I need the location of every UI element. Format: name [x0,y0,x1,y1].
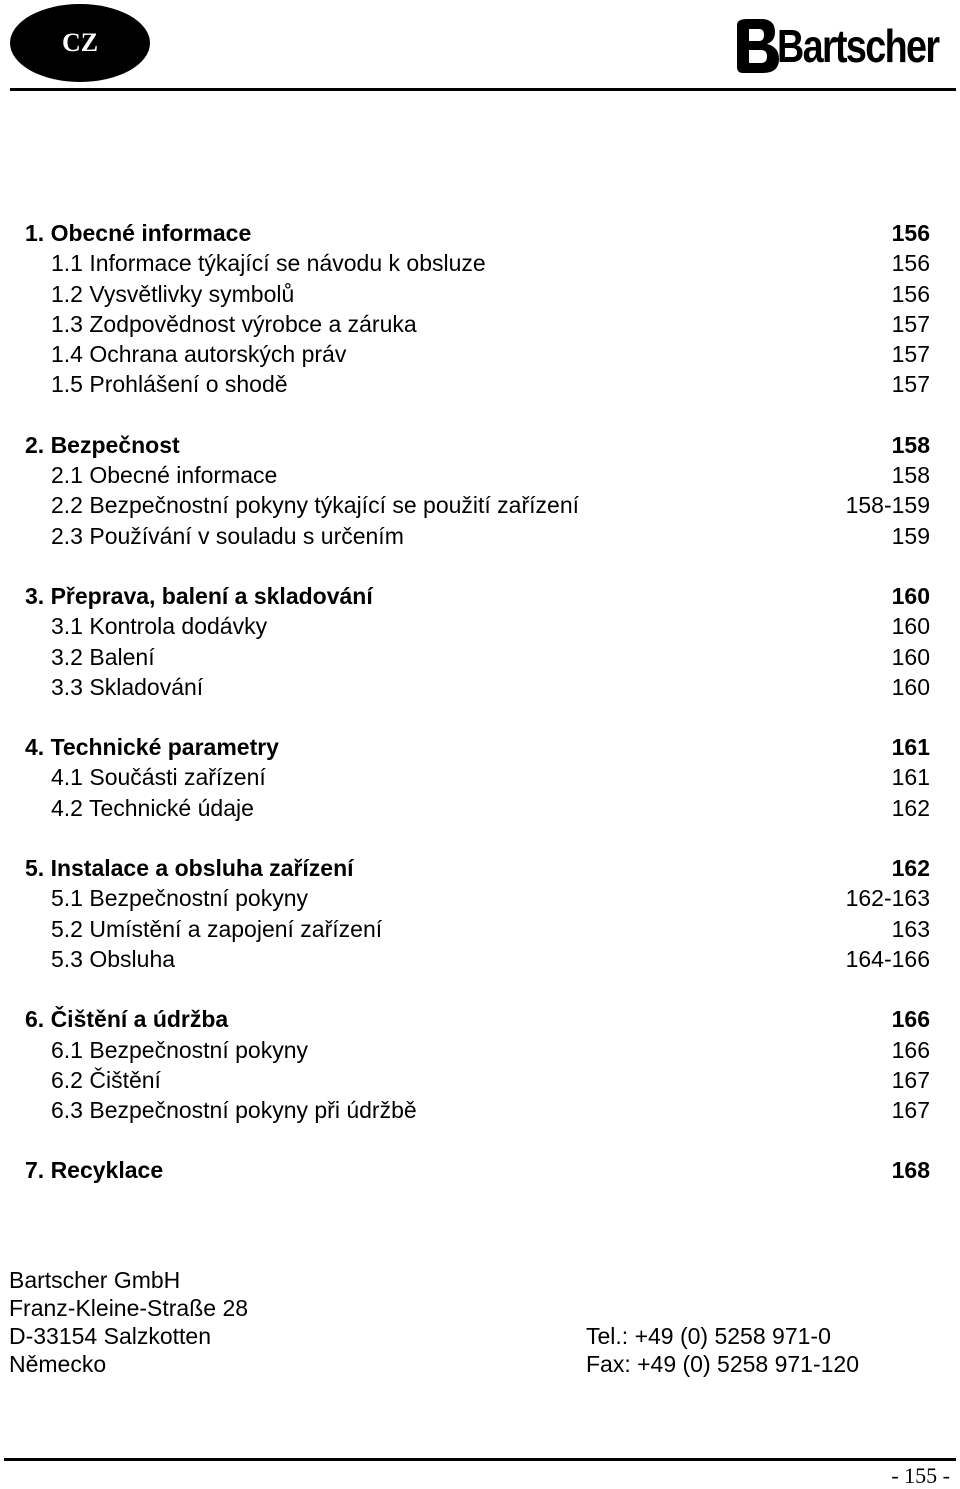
toc-entry-title: 1.5 Prohlášení o shodě [51,371,288,398]
toc-entry-page: 163 [891,915,930,942]
toc-entry-title: 6.1 Bezpečnostní pokyny [51,1036,308,1063]
toc-section [0,1004,960,1125]
toc-subsection-row[interactable] [0,944,960,974]
toc-section [0,732,960,823]
page-number: - 155 - [891,1463,950,1488]
toc-entry-title: 6.2 Čištění [51,1066,161,1093]
toc-entry-page: 157 [891,371,930,398]
toc-entry-title: 4.1 Součásti zařízení [51,764,266,791]
toc-subsection-row[interactable] [0,248,960,278]
toc-entry-title: 2.3 Používání v souladu s určením [51,522,404,549]
toc-entry-page: 158 [891,462,930,489]
toc-entry-page: 161 [891,764,930,791]
language-badge [10,4,150,82]
city: D-33154 Salzkotten [9,1323,212,1349]
header-divider [10,88,956,91]
toc-section [0,581,960,702]
toc-entry-page: 158-159 [845,492,930,519]
toc-entry-page: 160 [891,673,930,700]
toc-entry-title: 6.3 Bezpečnostní pokyny při údržbě [51,1097,417,1124]
toc-chapter-row[interactable] [0,581,960,611]
toc-chapter-row[interactable] [0,218,960,248]
toc-subsection-row[interactable] [0,672,960,702]
language-code: CZ [61,28,99,57]
toc-entry-page: 166 [891,1006,930,1033]
toc-entry-page: 156 [891,250,930,277]
toc-section [0,1155,960,1185]
toc-subsection-row[interactable] [0,883,960,913]
company-contact [586,1322,859,1378]
toc-entry-page: 160 [891,613,930,640]
toc-chapter-row[interactable] [0,853,960,883]
toc-entry-page: 157 [891,310,930,337]
toc-subsection-row[interactable] [0,1065,960,1095]
company-address [9,1266,248,1378]
brand-logo-mark [733,19,779,73]
toc-subsection-row[interactable] [0,279,960,309]
toc-subsection-row[interactable] [0,1035,960,1065]
phone: Tel.: +49 (0) 5258 971-0 [586,1323,831,1349]
toc-subsection-row[interactable] [0,914,960,944]
toc-subsection-row[interactable] [0,1095,960,1125]
toc-subsection-row[interactable] [0,460,960,490]
company-name: Bartscher GmbH [9,1267,181,1293]
toc-section [0,430,960,551]
footer-divider [4,1458,956,1461]
toc-entry-title: 5.2 Umístění a zapojení zařízení [51,915,383,942]
toc-entry-page: 167 [891,1066,930,1093]
brand-logo [733,12,960,80]
toc-entry-title: 6. Čištění a údržba [25,1006,229,1033]
toc-entry-title: 2. Bezpečnost [25,431,180,458]
toc-entry-title: 3.1 Kontrola dodávky [51,613,268,640]
fax: Fax: +49 (0) 5258 971-120 [586,1351,859,1377]
toc-entry-title: 5.3 Obsluha [51,945,176,972]
toc-entry-title: 1.4 Ochrana autorských práv [51,341,347,368]
toc-entry-page: 167 [891,1097,930,1124]
toc-entry-page: 156 [891,280,930,307]
toc-entry-title: 7. Recyklace [25,1157,164,1184]
toc-entry-page: 166 [891,1036,930,1063]
toc-subsection-row[interactable] [0,369,960,399]
table-of-contents [0,218,960,1216]
toc-entry-title: 2.1 Obecné informace [51,462,278,489]
toc-entry-page: 164-166 [845,945,930,972]
toc-subsection-row[interactable] [0,339,960,369]
toc-subsection-row[interactable] [0,611,960,641]
toc-subsection-row[interactable] [0,521,960,551]
toc-subsection-row[interactable] [0,642,960,672]
toc-entry-page: 162 [891,794,930,821]
brand-name: Bartscher [777,20,939,72]
toc-entry-title: 4.2 Technické údaje [51,794,254,821]
toc-entry-title: 1.1 Informace týkající se návodu k obsluze [51,250,486,277]
toc-entry-title: 3. Přeprava, balení a skladování [25,582,373,609]
toc-entry-title: 3.2 Balení [51,643,155,670]
toc-subsection-row[interactable] [0,309,960,339]
toc-entry-page: 159 [891,522,930,549]
toc-entry-page: 161 [891,734,930,761]
toc-chapter-row[interactable] [0,732,960,762]
toc-entry-page: 160 [891,643,930,670]
country: Německo [9,1351,107,1377]
toc-entry-page: 157 [891,341,930,368]
toc-entry-page: 162-163 [845,885,930,912]
toc-chapter-row[interactable] [0,1004,960,1034]
toc-entry-title: 1.2 Vysvětlivky symbolů [51,280,295,307]
toc-entry-title: 5.1 Bezpečnostní pokyny [51,885,308,912]
toc-entry-page: 158 [891,431,930,458]
toc-chapter-row[interactable] [0,430,960,460]
toc-subsection-row[interactable] [0,490,960,520]
toc-entry-page: 168 [891,1157,930,1184]
toc-subsection-row[interactable] [0,793,960,823]
toc-subsection-row[interactable] [0,762,960,792]
toc-section [0,853,960,974]
toc-entry-title: 4. Technické parametry [25,734,279,761]
toc-entry-page: 162 [891,855,930,882]
toc-entry-title: 5. Instalace a obsluha zařízení [25,855,354,882]
toc-entry-title: 1. Obecné informace [25,220,252,246]
toc-section [0,218,960,400]
toc-entry-page: 160 [891,582,930,609]
street: Franz-Kleine-Straße 28 [9,1295,249,1321]
toc-entry-title: 3.3 Skladování [51,673,204,700]
toc-entry-page: 156 [891,220,930,246]
toc-chapter-row[interactable] [0,1155,960,1185]
toc-entry-title: 1.3 Zodpovědnost výrobce a záruka [51,310,417,337]
toc-entry-title: 2.2 Bezpečnostní pokyny týkající se použití zařízení [51,492,580,519]
